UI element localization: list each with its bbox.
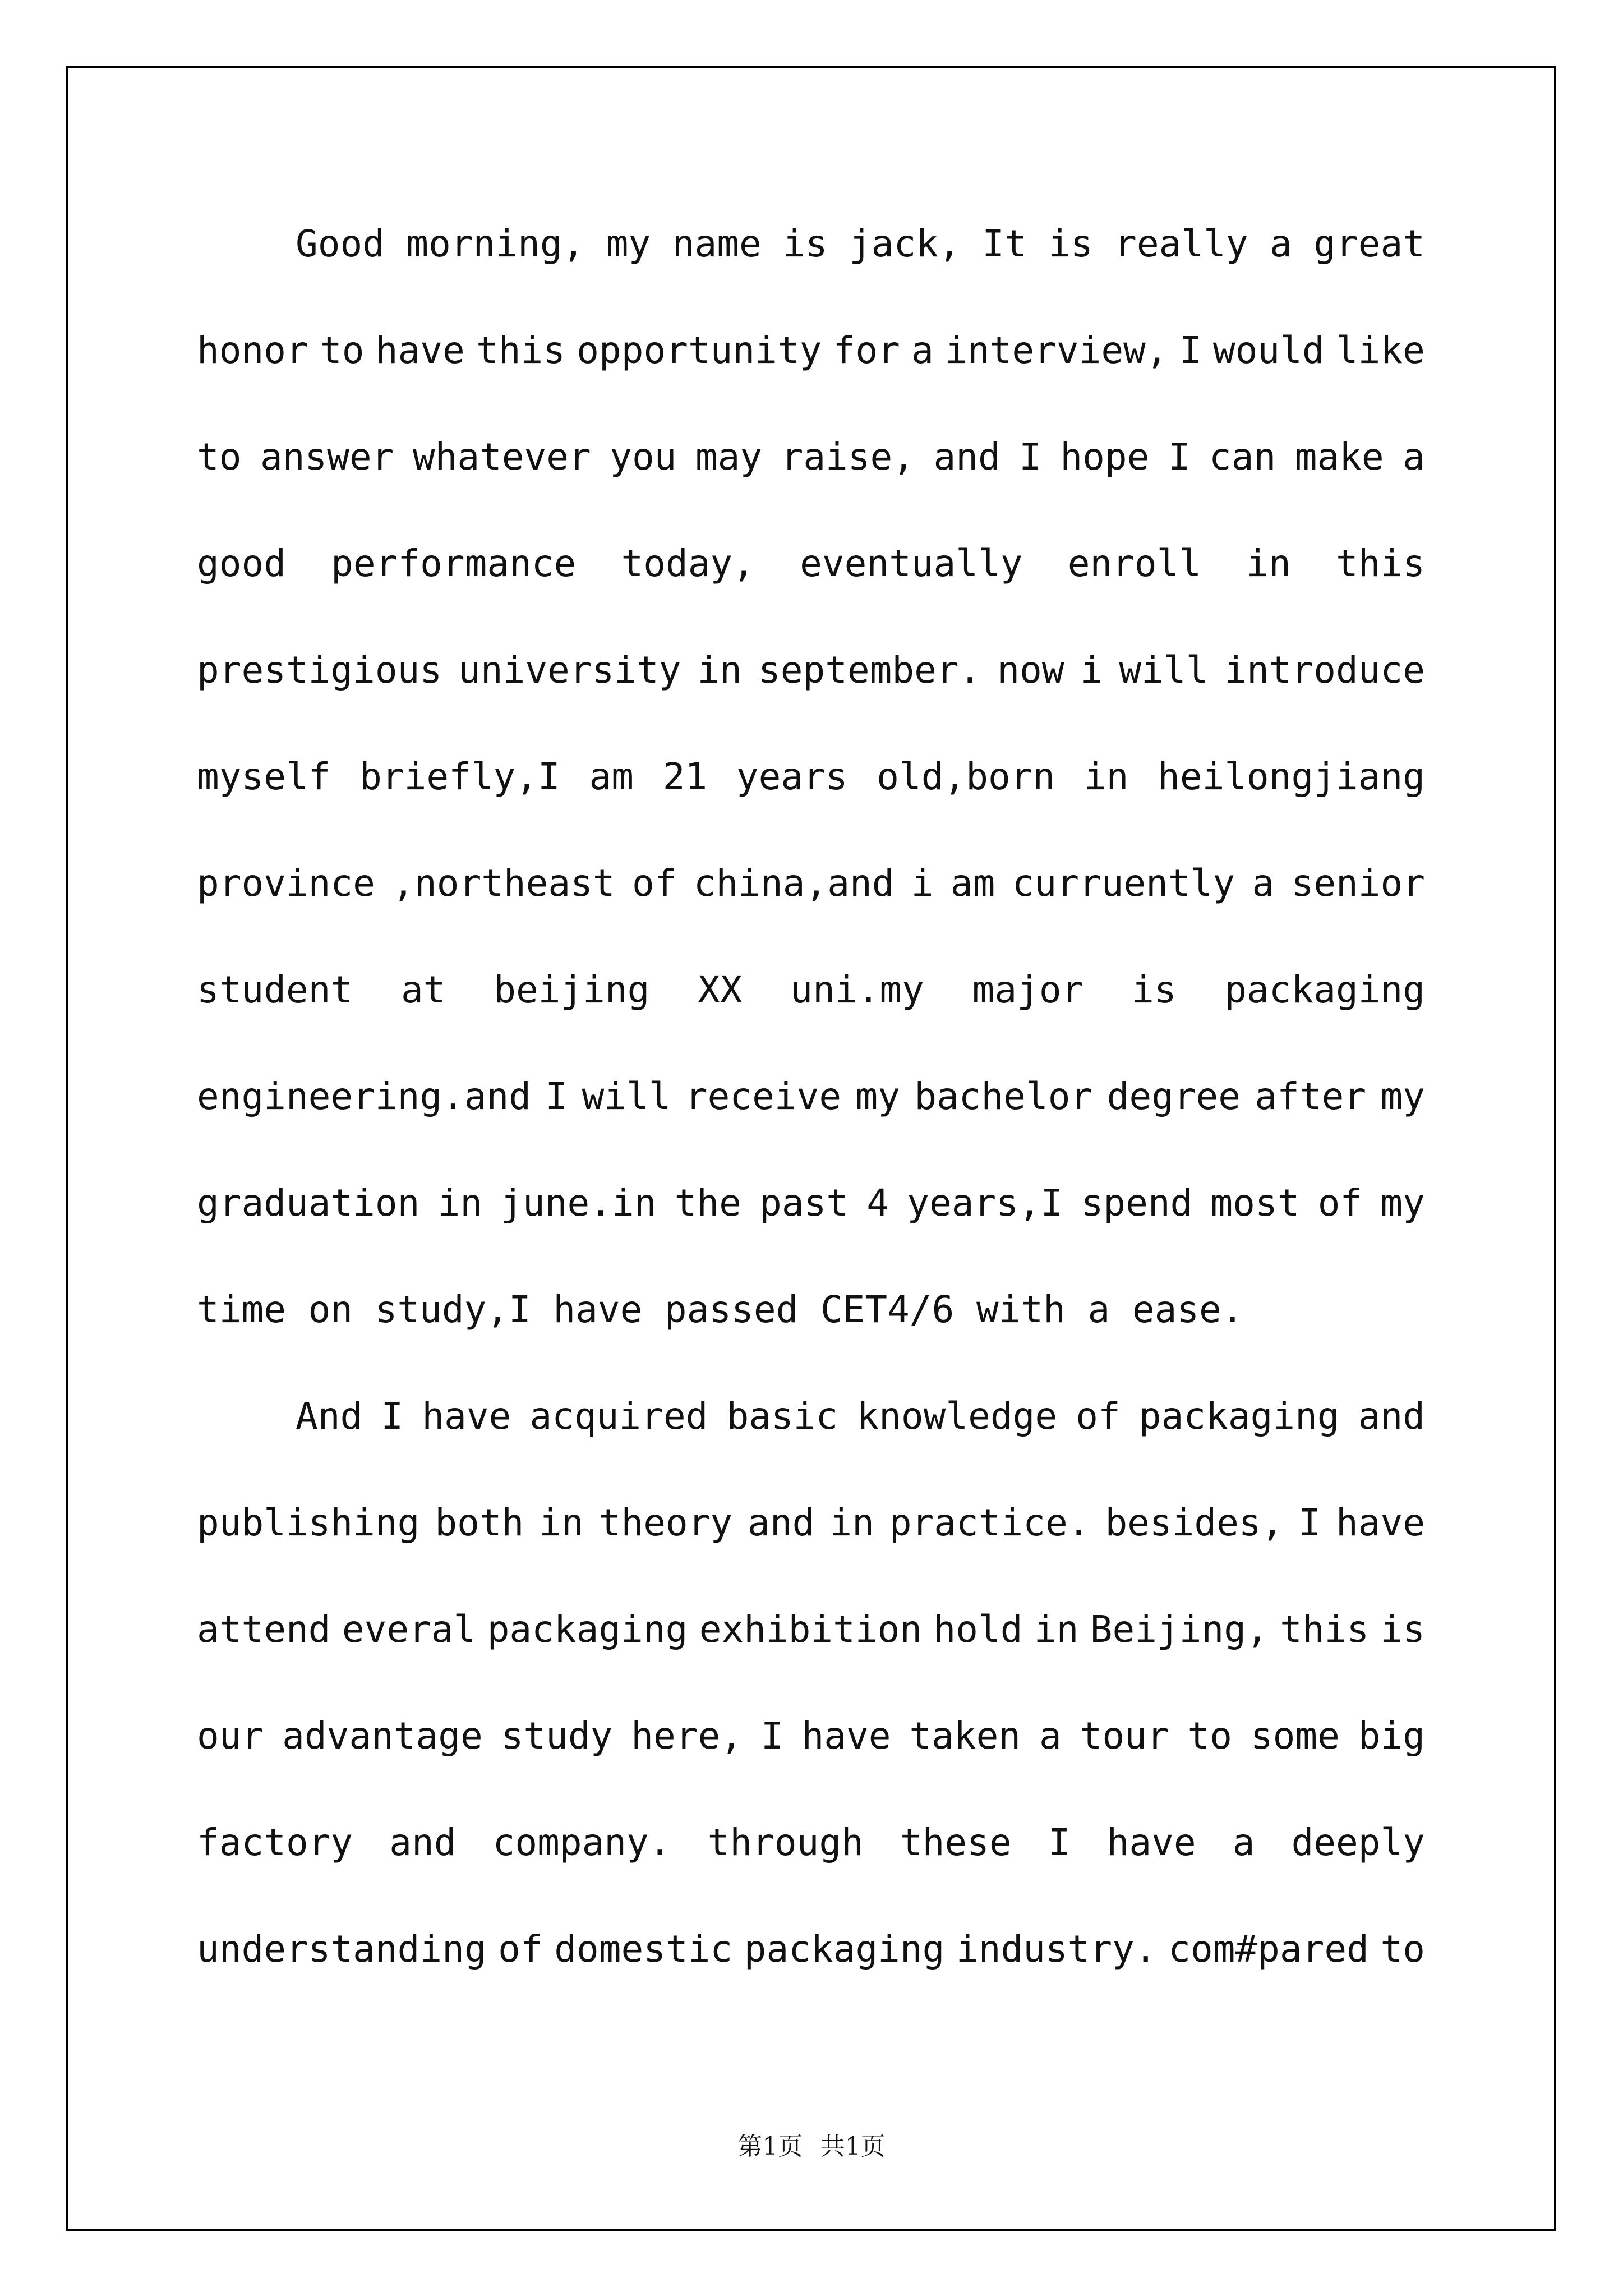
text-line: myself briefly,I am 21 years old,born in heilongjiang — [197, 755, 1425, 798]
text-line: understanding of domestic packaging industry. com#pared to — [197, 1927, 1425, 1971]
text-line: our advantage study here, I have taken a tour to some big — [197, 1714, 1425, 1757]
text-line: student at beijing XX uni.my major is packaging — [197, 968, 1425, 1011]
text-line: honor to have this opportunity for a interview, I would like — [197, 329, 1425, 372]
text-line: Good morning, my name is jack, It is really a great — [296, 222, 1425, 265]
text-line: publishing both in theory and in practice. besides, I have — [197, 1501, 1425, 1544]
text-line: And I have acquired basic knowledge of packaging and — [296, 1395, 1425, 1438]
text-line: good performance today, eventually enroll in this — [197, 542, 1425, 585]
text-line: province ,northeast of china,and i am curruently a senior — [197, 862, 1425, 905]
text-line: graduation in june.in the past 4 years,I spend most of my — [197, 1181, 1425, 1225]
text-line: to answer whatever you may raise, and I hope I can make a — [197, 435, 1425, 478]
text-line: engineering.and I will receive my bachelor degree after my — [197, 1075, 1425, 1118]
text-line: time on study,I have passed CET4/6 with a ease. — [197, 1288, 1244, 1331]
page-number-footer: 第1页 共1页 — [737, 2132, 886, 2161]
text-line: attend everal packaging exhibition hold in Beijing, this is — [197, 1608, 1425, 1651]
text-line: factory and company. through these I have a deeply — [197, 1821, 1425, 1864]
document-body — [197, 222, 1425, 2037]
text-line: prestigious university in september. now i will introduce — [197, 648, 1425, 692]
